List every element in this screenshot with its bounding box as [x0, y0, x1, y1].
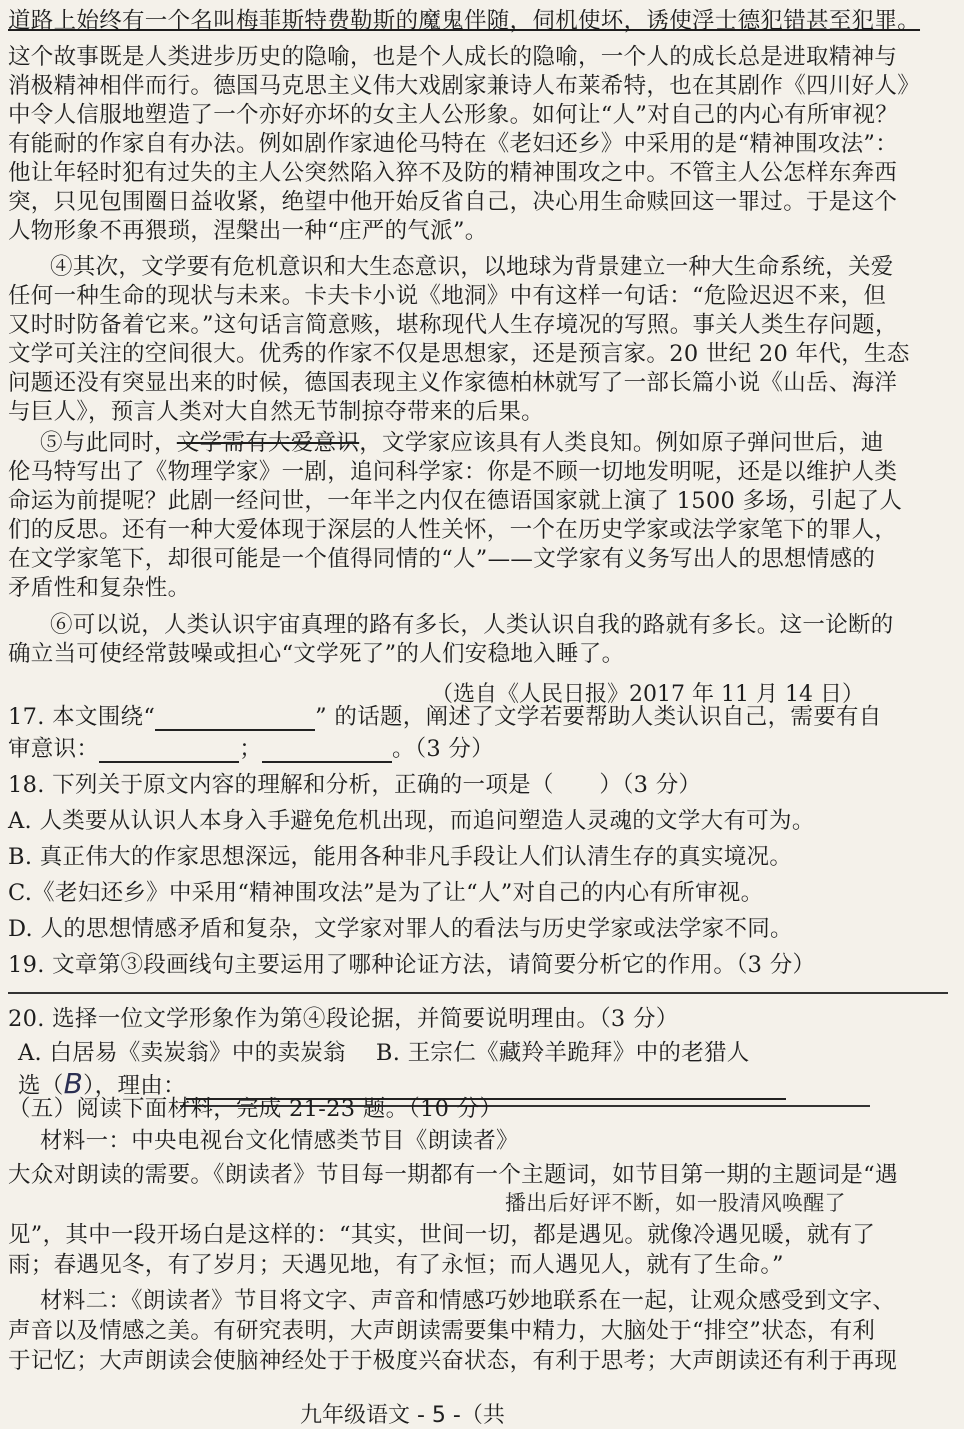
passage-line: 在文学家笔下，却很可能是一个值得同情的“人”——文学家有义务写出人的思想情感的: [8, 546, 876, 572]
q18-option-d: D. 人的思想情感矛盾和复杂，文学家对罪人的看法与历史学家或法学家不同。: [8, 916, 793, 942]
q18-option-a: A. 人类要从认识人本身入手避免危机出现，而追问塑造人灵魂的文学大有可为。: [8, 808, 815, 834]
question-17: [8, 704, 958, 731]
passage-line: 确立当可使经常鼓噪或担心“文学死了”的人们安稳地入睡了。: [8, 641, 625, 667]
material-2-line: 声音以及情感之美。有研究表明，大声朗读需要集中精力，大脑处于“排空”状态，有利: [8, 1318, 876, 1344]
passage-line: ⑥可以说，人类认识宇宙真理的路有多长，人类认识自我的路就有多长。这一论断的: [50, 612, 894, 638]
passage-line: 有能耐的作家自有办法。例如剧作家迪伦马特在《老妇还乡》中采用的是“精神围攻法”：: [8, 131, 899, 157]
passage-line: 伦马特写出了《物理学家》一剧，追问科学家：你是不顾一切地发明呢，还是以维护人类: [8, 459, 898, 485]
q18-option-c: C.《老妇还乡》中采用“精神围攻法”是为了让“人”对自己的内心有所审视。: [8, 880, 764, 906]
material-1-line: 见”，其中一段开场白是这样的：“其实，世间一切，都是遇见。就像冷遇见暖，就有了: [8, 1222, 876, 1248]
material-1-tail: 播出后好评不断，如一股清风唤醒了: [505, 1191, 846, 1215]
underlined-sentence: 道路上始终有一个名叫梅菲斯特费勒斯的魔鬼伴随，伺机使坏，诱使浮士德犯错甚至犯罪。: [8, 8, 921, 34]
passage-text: ，文学家应该具有人类良知。例如原子弹问世后，迪: [359, 430, 884, 456]
q20-options: [18, 1040, 958, 1067]
q17-blank-1[interactable]: [99, 739, 239, 763]
passage-text: 大众对朗读的需要。《朗读者》节目每一期都有一个主题词，如节目第一期的主题词是“遇: [8, 1162, 898, 1188]
section-5-heading: （五）阅读下面材料，完成 21-23 题。（10 分）: [8, 1096, 503, 1122]
passage-line: 问题还没有突显出来的时候，德国表现主义作家德柏林就写了一部长篇小说《山岳、海洋: [8, 370, 898, 396]
material-2-line: 于记忆；大声朗读会使脑神经处于于极度兴奋状态，有利于思考；大声朗读还有利于再现: [8, 1348, 898, 1374]
passage-line: 消极精神相伴而行。德国马克思主义伟大戏剧家兼诗人布莱希特，也在其剧作《四川好人》: [8, 73, 921, 99]
passage-line: 们的反思。还有一种大爱体现于深层的人性关怀，一个在历史学家或法学家笔下的罪人，: [8, 517, 898, 543]
q20-option-a: A. 白居易《卖炭翁》中的卖炭翁: [18, 1040, 346, 1066]
q17-blank-topic[interactable]: [155, 707, 315, 731]
passage-line: 任何一种生命的现状与未来。卡夫卡小说《地洞》中有这样一句话：“危险迟迟不来，但: [8, 283, 887, 309]
passage-line: 文学可关注的空间很大。优秀的作家不仅是思想家，还是预言家。20 世纪 20 年代，生态: [8, 341, 910, 367]
material-1-line: 材料一：中央电视台文化情感类节目《朗读者》: [40, 1128, 519, 1154]
q20-choose-suffix: ），理由：: [83, 1073, 186, 1099]
passage-line: 这个故事既是人类进步历史的隐喻，也是个人成长的隐喻，一个人的成长总是进取精神与: [8, 44, 898, 70]
q18-option-b: B. 真正伟大的作家思想深远，能用各种非凡手段让人们认清生存的真实境况。: [8, 844, 793, 870]
q17-text: ” 的话题，阐述了文学若要帮助人类认识自己，需要有自: [315, 704, 882, 730]
passage-line: 突，只见包围圈日益收紧，绝望中他开始反省自己，决心用生命赎回这一罪过。于是这个: [8, 189, 898, 215]
source-citation: （选自《人民日报》2017 年 11 月 14 日）: [431, 682, 864, 707]
passage-line: 又时时防备着它来。”这句话言简意赅，堪称现代人生存境况的写照。事关人类生存问题，: [8, 312, 898, 338]
passage-line: 矛盾性和复杂性。: [8, 575, 191, 601]
passage-line: 与巨人》，预言人类对大自然无节制掠夺带来的后果。: [8, 399, 544, 425]
passage-line: 中令人信服地塑造了一个亦好亦坏的女主人公形象。如何让“人”对自己的内心有所审视？: [8, 102, 899, 128]
question-17-cont: [8, 736, 958, 763]
passage-line: 命运为前提呢？此剧一经问世，一年半之内仅在德语国家就上演了 1500 多场，引起了人: [8, 488, 903, 514]
q17-text: ；: [239, 736, 263, 762]
question-18: 18. 下列关于原文内容的理解和分析，正确的一项是（ ）（3 分）: [8, 772, 702, 798]
struck-text: 文学需有大爱意识: [176, 430, 360, 456]
q20-choose-prefix: 选（: [18, 1073, 64, 1099]
question-20: 20. 选择一位文学形象作为第④段论据，并简要说明理由。（3 分）: [8, 1006, 679, 1032]
q20-option-b: B. 王宗仁《藏羚羊跪拜》中的老猎人: [375, 1040, 750, 1066]
material-2-line: 材料二：《朗读者》节目将文字、声音和情感巧妙地联系在一起，让观众感受到文字、: [40, 1288, 896, 1314]
page-footer: 九年级语文 - 5 -（共: [300, 1403, 505, 1428]
q17-blank-2[interactable]: [262, 739, 392, 763]
q17-text: 审意识：: [8, 736, 100, 762]
material-1-line: 雨；春遇见冬，有了岁月；天遇见地，有了永恒；而人遇见人，就有了生命。”: [8, 1252, 784, 1278]
material-1-line: [8, 1162, 958, 1189]
passage-text: ⑤与此同时，: [40, 430, 177, 456]
question-19: 19. 文章第③段画线句主要运用了哪种论证方法，请简要分析它的作用。（3 分）: [8, 952, 816, 978]
passage-line: [40, 430, 958, 457]
passage-line: 人物形象不再猥琐，涅槃出一种“庄严的气派”。: [8, 218, 488, 244]
answer-line[interactable]: [8, 992, 948, 994]
passage-line: 他让年轻时犯有过失的主人公突然陷入猝不及防的精神围攻之中。不管主人公怎样东奔西: [8, 160, 898, 186]
q17-text: 17. 本文围绕“: [8, 704, 156, 730]
passage-line: ④其次，文学要有危机意识和大生态意识，以地球为背景建立一种大生命系统，关爱: [50, 254, 894, 280]
handwritten-choice: B: [63, 1067, 84, 1100]
q17-text: 。（3 分）: [392, 736, 495, 762]
